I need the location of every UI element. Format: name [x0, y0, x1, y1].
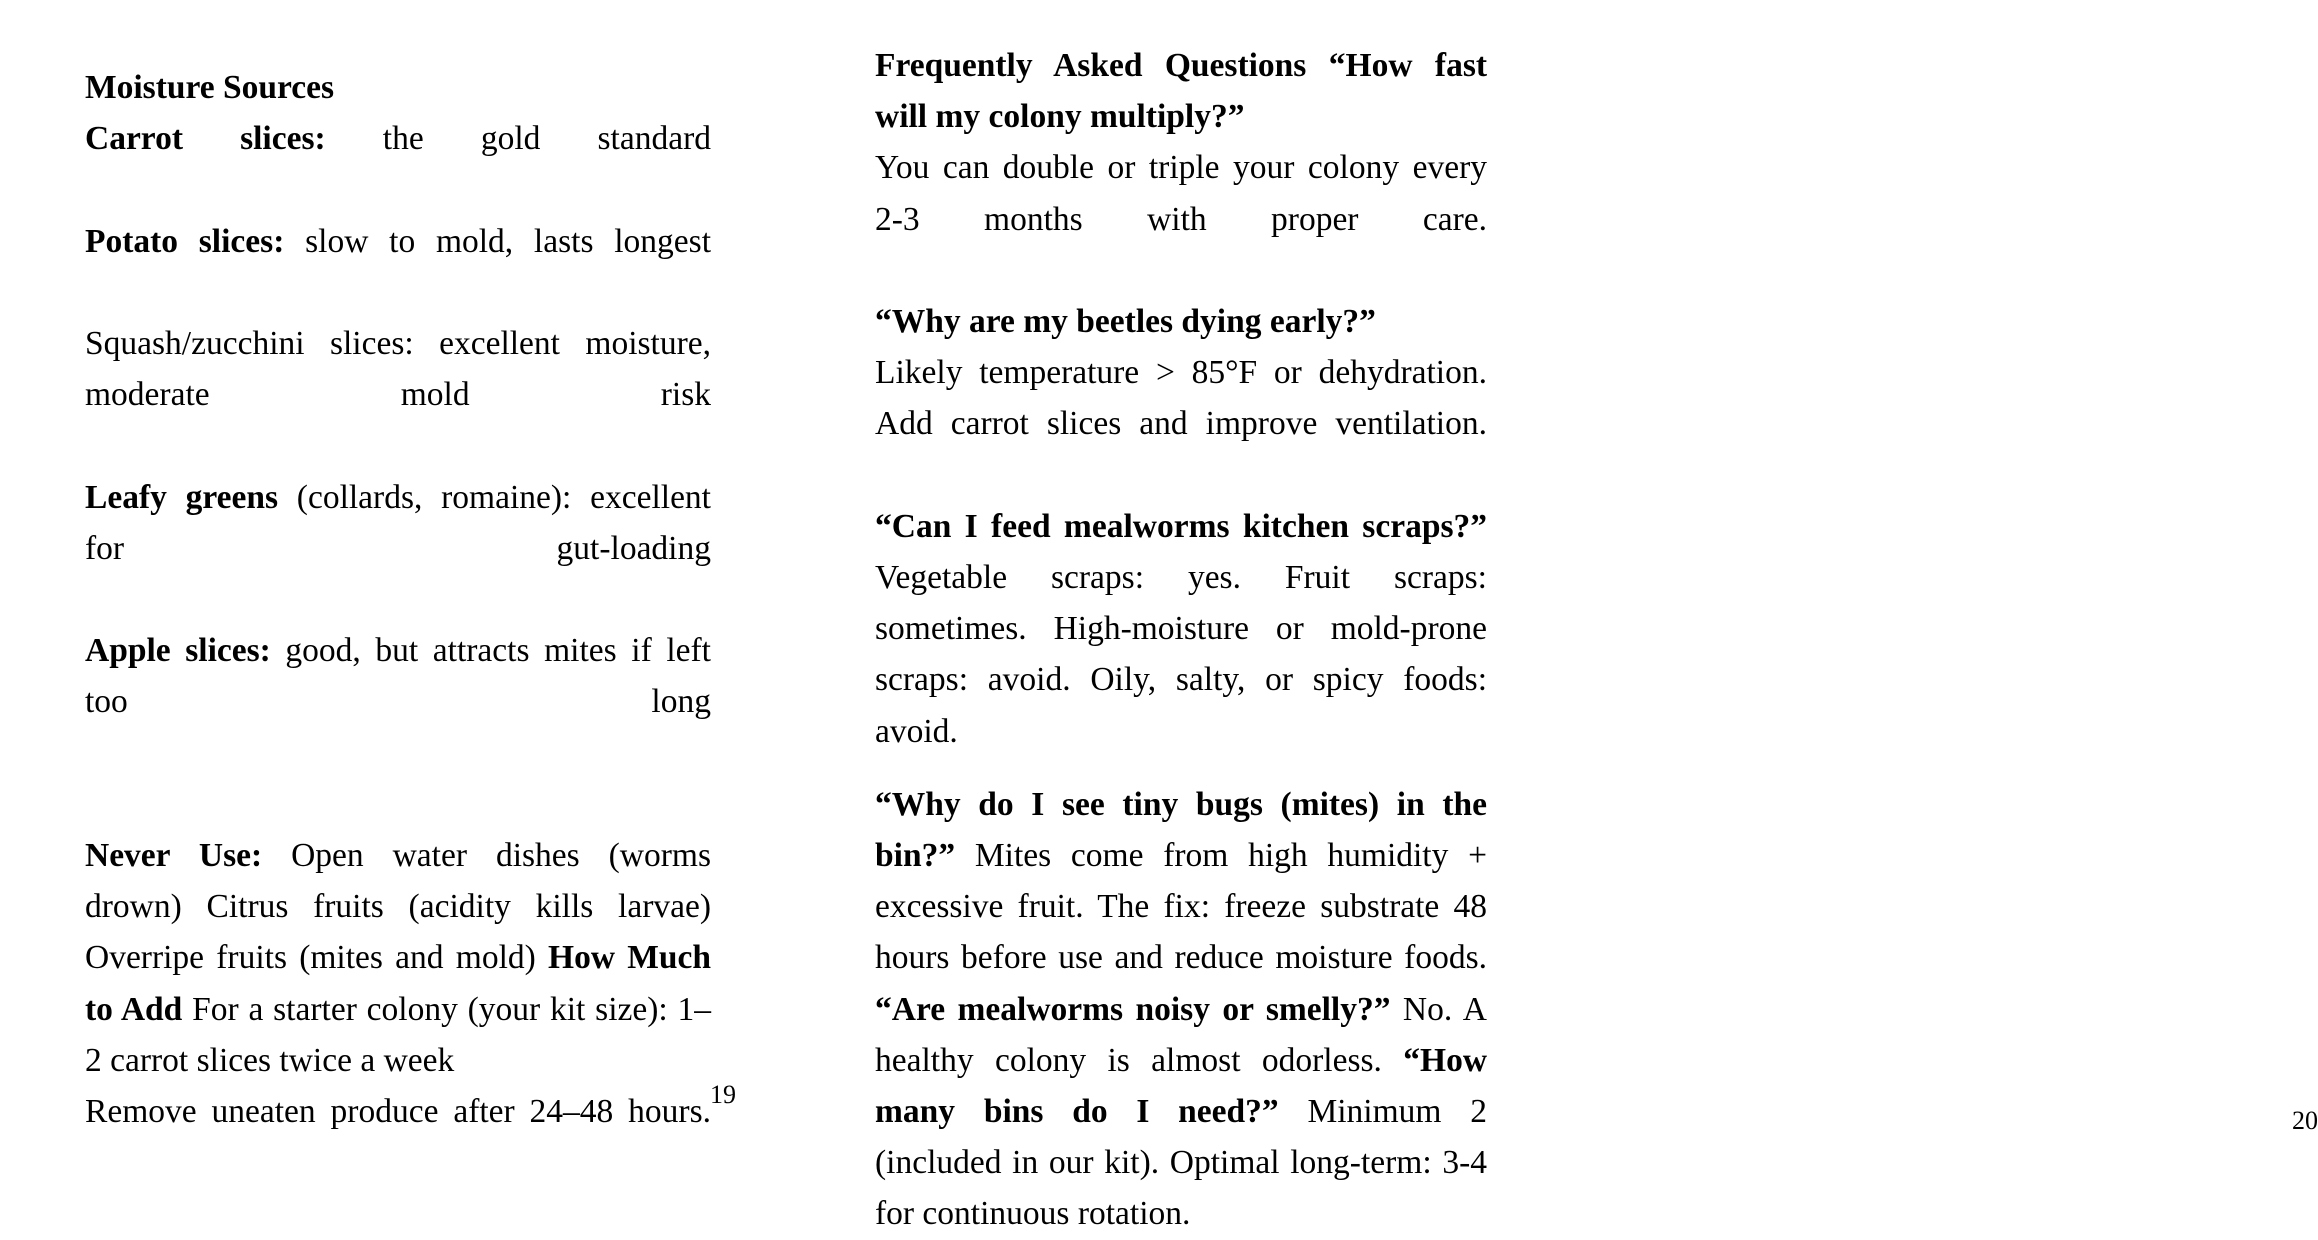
faq-answer: No. A healthy colony is almost odorless. — [875, 990, 1488, 1079]
faq-question: “How many bins do I need?” — [875, 1041, 1488, 1131]
faq-answer: Likely temperature > 85°F or dehydration. Add carrot slices and improve ventilation. — [875, 354, 1487, 443]
right-page — [800, 0, 2318, 1236]
faq-question: “Are mealworms noisy or smelly?” — [875, 990, 1391, 1028]
how-much-line: Remove uneaten produce after 24–48 hours. — [85, 1093, 711, 1131]
paragraph-spacer — [85, 779, 711, 830]
page-number-left: 19 — [710, 1080, 736, 1109]
moisture-entry-text: the gold standard — [325, 120, 711, 158]
moisture-entry-text: slow to mold, lasts longest — [284, 222, 711, 260]
how-much-line: 1–2 carrot slices twice a week — [85, 990, 712, 1079]
faq-answer: Mites come from high humidity + excessive fruit. The fix: freeze substrate 48 hours before use and reduce moisture foods. — [875, 837, 1488, 977]
never-use-heading: Never Use: — [85, 837, 263, 875]
how-much-line: For a starter colony (your kit size): — [192, 990, 668, 1028]
moisture-entry-lead: Apple slices: — [85, 632, 271, 670]
moisture-entry — [85, 113, 711, 215]
left-page — [0, 0, 800, 1236]
moisture-entry-lead: Carrot slices: — [85, 120, 326, 158]
page-number-right: 20 — [2292, 1106, 2318, 1135]
faq-answer: Minimum 2 (included in our kit). Optimal long-term: 3-4 for continuous rotation. — [875, 1093, 1487, 1233]
moisture-entry-lead: Potato slices: — [85, 222, 285, 260]
faq-answer: You can double or triple your colony every 2-3 months with proper care. — [875, 149, 1487, 238]
faq-question: “Why are my beetles dying early?” — [875, 303, 1376, 341]
right-page-text-column — [875, 40, 1487, 1240]
moisture-entry-text: Squash/zucchini slices: excellent moisture, moderate mold risk — [85, 325, 711, 414]
moisture-entry — [85, 318, 711, 472]
moisture-entry — [85, 216, 711, 318]
moisture-entry-text: (collards, romaine): excellent for gut-loading — [85, 478, 711, 567]
faq-answer: Vegetable scraps: yes. Fruit scraps: sometimes. High-moisture or mold-prone scraps: avoid. Oily, salty, or spicy foods: avoid. — [875, 559, 1487, 750]
moisture-entry — [85, 625, 711, 779]
moisture-entry-lead: Leafy greens — [85, 478, 279, 516]
left-page-heading: Moisture Sources — [85, 69, 335, 106]
moisture-entry — [85, 472, 711, 626]
how-much-to-add-heading: How Much to Add — [85, 939, 712, 1028]
right-page-heading: Frequently Asked Questions — [875, 47, 1307, 84]
never-use-item: Open water dishes (worms drown) — [85, 837, 712, 926]
never-use-item: Overripe fruits (mites and mold) — [85, 939, 536, 977]
faq-question: “Can I feed mealworms kitchen scraps?” — [875, 507, 1487, 545]
faq-question: “Why do I see tiny bugs (mites) in the bin?” — [875, 785, 1487, 875]
faq-question: “How fast will my colony multiply?” — [875, 47, 1488, 136]
left-page-text-column — [85, 62, 711, 1188]
paragraph-spacer — [875, 757, 1487, 779]
never-use-item: Citrus fruits (acidity kills larvae) — [206, 888, 712, 926]
moisture-entry-text: good, but attracts mites if left too long — [85, 632, 711, 721]
